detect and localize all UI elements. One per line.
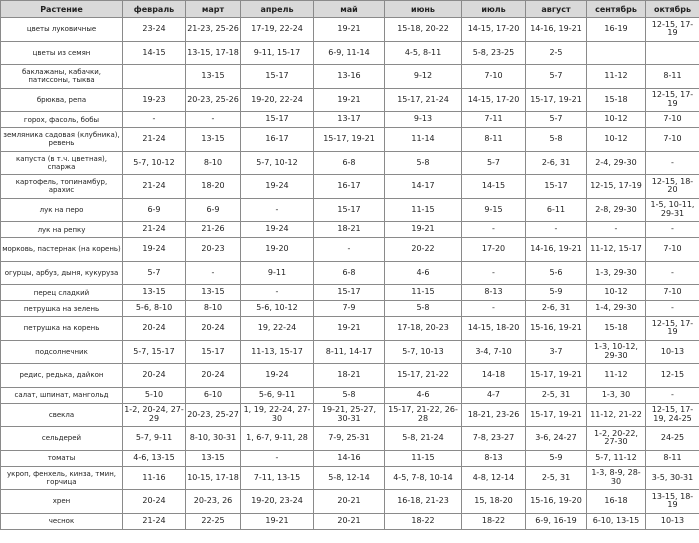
plant-name: цветы из семян — [1, 41, 123, 65]
mar-dates: 6-9 — [186, 198, 241, 222]
plant-name: петрушка на зелень — [1, 301, 123, 317]
jul-dates: 4-7 — [462, 387, 526, 403]
mar-dates: 13-15 — [186, 450, 241, 466]
aug-dates: 5-9 — [526, 285, 587, 301]
feb-dates: 21-24 — [123, 222, 186, 238]
oct-dates: - — [646, 151, 699, 175]
plant-name: хрен — [1, 490, 123, 514]
aug-dates: 2-5, 31 — [526, 387, 587, 403]
feb-dates: 1-2, 20-24, 27-29 — [123, 403, 186, 427]
table-row — [1, 403, 699, 427]
jun-dates: 17-18, 20-23 — [385, 317, 462, 341]
sep-dates — [587, 41, 646, 65]
jul-dates: 8-11 — [462, 128, 526, 152]
sep-dates: 16-19 — [587, 18, 646, 42]
plant-name: лук на репку — [1, 222, 123, 238]
jun-dates: 15-18, 20-22 — [385, 18, 462, 42]
may-dates: 5-8, 12-14 — [314, 466, 385, 490]
jun-dates: 11-14 — [385, 128, 462, 152]
oct-dates: 12-15, 17-19 — [646, 317, 699, 341]
plant-name: петрушка на корень — [1, 317, 123, 341]
may-dates: 5-8 — [314, 387, 385, 403]
apr-dates: 11-13, 15-17 — [241, 340, 314, 364]
mar-dates: 21-23, 25-26 — [186, 18, 241, 42]
jul-dates: 15, 18-20 — [462, 490, 526, 514]
apr-dates: 19-24 — [241, 364, 314, 388]
apr-dates: 19-20, 23-24 — [241, 490, 314, 514]
jul-dates: 4-8, 12-14 — [462, 466, 526, 490]
jun-dates: 14-17 — [385, 175, 462, 199]
table-row — [1, 151, 699, 175]
mar-dates: 13-15 — [186, 65, 241, 89]
plant-name: свекла — [1, 403, 123, 427]
jun-dates: 5-7, 10-13 — [385, 340, 462, 364]
jul-dates: 14-15, 17-20 — [462, 18, 526, 42]
sep-dates: 10-12 — [587, 128, 646, 152]
header-september: сентябрь — [587, 1, 646, 18]
apr-dates: 16-17 — [241, 128, 314, 152]
apr-dates: 15-17 — [241, 65, 314, 89]
mar-dates: 15-17 — [186, 340, 241, 364]
aug-dates: 3-6, 24-27 — [526, 427, 587, 451]
sep-dates: - — [587, 222, 646, 238]
jun-dates: 15-17, 21-22, 26-28 — [385, 403, 462, 427]
oct-dates: - — [646, 387, 699, 403]
sep-dates: 1-3, 29-30 — [587, 261, 646, 285]
may-dates: 20-21 — [314, 490, 385, 514]
jun-dates: 16-18, 21-23 — [385, 490, 462, 514]
apr-dates: 9-11 — [241, 261, 314, 285]
plant-name: картофель, топинамбур, арахис — [1, 175, 123, 199]
plant-name: редис, редька, дайкон — [1, 364, 123, 388]
mar-dates: 22-25 — [186, 513, 241, 529]
aug-dates: 3-7 — [526, 340, 587, 364]
table-row — [1, 222, 699, 238]
aug-dates: 6-11 — [526, 198, 587, 222]
mar-dates: 18-20 — [186, 175, 241, 199]
jul-dates: 7-11 — [462, 112, 526, 128]
feb-dates: 14-15 — [123, 41, 186, 65]
jul-dates: - — [462, 301, 526, 317]
aug-dates: 5-7 — [526, 112, 587, 128]
feb-dates: 19-24 — [123, 238, 186, 262]
oct-dates: 7-10 — [646, 238, 699, 262]
mar-dates: 20-23, 25-27 — [186, 403, 241, 427]
feb-dates: 20-24 — [123, 490, 186, 514]
jun-dates: 4-5, 8-11 — [385, 41, 462, 65]
may-dates: 6-8 — [314, 151, 385, 175]
jul-dates: 9-15 — [462, 198, 526, 222]
plant-name: лук на перо — [1, 198, 123, 222]
header-july: июль — [462, 1, 526, 18]
oct-dates: 3-5, 30-31 — [646, 466, 699, 490]
aug-dates: 5-6 — [526, 261, 587, 285]
aug-dates: 15-17 — [526, 175, 587, 199]
apr-dates: 5-6, 10-12 — [241, 301, 314, 317]
jul-dates: 3-4, 7-10 — [462, 340, 526, 364]
header-row — [1, 1, 699, 18]
may-dates: 8-11, 14-17 — [314, 340, 385, 364]
jul-dates: 14-15, 17-20 — [462, 88, 526, 112]
table-row — [1, 261, 699, 285]
feb-dates: 20-24 — [123, 364, 186, 388]
mar-dates: - — [186, 112, 241, 128]
table-row — [1, 450, 699, 466]
jun-dates: 11-15 — [385, 285, 462, 301]
jul-dates: 14-15, 18-20 — [462, 317, 526, 341]
may-dates: 13-16 — [314, 65, 385, 89]
header-march: март — [186, 1, 241, 18]
apr-dates: 5-6, 9-11 — [241, 387, 314, 403]
apr-dates: - — [241, 198, 314, 222]
mar-dates: 20-24 — [186, 317, 241, 341]
apr-dates: - — [241, 285, 314, 301]
apr-dates: 7-11, 13-15 — [241, 466, 314, 490]
may-dates: 15-17, 19-21 — [314, 128, 385, 152]
mar-dates: 13-15 — [186, 285, 241, 301]
apr-dates: 5-7, 10-12 — [241, 151, 314, 175]
mar-dates: 20-23, 26 — [186, 490, 241, 514]
feb-dates: 19-23 — [123, 88, 186, 112]
feb-dates: 5-7, 10-12 — [123, 151, 186, 175]
jun-dates: 20-22 — [385, 238, 462, 262]
may-dates: 19-21 — [314, 317, 385, 341]
jul-dates: 7-8, 23-27 — [462, 427, 526, 451]
may-dates: 14-16 — [314, 450, 385, 466]
aug-dates: 15-16, 19-21 — [526, 317, 587, 341]
table-row — [1, 128, 699, 152]
sep-dates: 5-7, 11-12 — [587, 450, 646, 466]
apr-dates: 19-20 — [241, 238, 314, 262]
apr-dates: 19-20, 22-24 — [241, 88, 314, 112]
jun-dates: 5-8 — [385, 151, 462, 175]
oct-dates — [646, 41, 699, 65]
mar-dates: 8-10 — [186, 151, 241, 175]
plant-name: салат, шпинат, мангольд — [1, 387, 123, 403]
mar-dates: 13-15 — [186, 128, 241, 152]
feb-dates: 5-6, 8-10 — [123, 301, 186, 317]
jul-dates: 18-21, 23-26 — [462, 403, 526, 427]
sep-dates: 12-15, 17-19 — [587, 175, 646, 199]
mar-dates: 20-24 — [186, 364, 241, 388]
plant-name: подсолнечник — [1, 340, 123, 364]
oct-dates: - — [646, 222, 699, 238]
sep-dates: 11-12 — [587, 364, 646, 388]
aug-dates: 2-5, 31 — [526, 466, 587, 490]
jun-dates: 5-8 — [385, 301, 462, 317]
aug-dates: 14-16, 19-21 — [526, 238, 587, 262]
aug-dates: 2-6, 31 — [526, 151, 587, 175]
plant-name: капуста (в т.ч. цветная), спаржа — [1, 151, 123, 175]
jul-dates: 5-8, 23-25 — [462, 41, 526, 65]
jul-dates: 5-7 — [462, 151, 526, 175]
apr-dates: 19, 22-24 — [241, 317, 314, 341]
feb-dates: 13-15 — [123, 285, 186, 301]
jun-dates: 9-12 — [385, 65, 462, 89]
table-row — [1, 41, 699, 65]
feb-dates: 5-10 — [123, 387, 186, 403]
may-dates: 18-21 — [314, 222, 385, 238]
sep-dates: 2-4, 29-30 — [587, 151, 646, 175]
aug-dates: 5-8 — [526, 128, 587, 152]
sep-dates: 10-12 — [587, 285, 646, 301]
header-october: октябрь — [646, 1, 699, 18]
feb-dates: 23-24 — [123, 18, 186, 42]
jul-dates: 14-15 — [462, 175, 526, 199]
plant-name: баклажаны, кабачки, патиссоны, тыква — [1, 65, 123, 89]
table-row — [1, 387, 699, 403]
table-row — [1, 175, 699, 199]
feb-dates: - — [123, 112, 186, 128]
feb-dates: 4-6, 13-15 — [123, 450, 186, 466]
plant-name: морковь, пастернак (на корень) — [1, 238, 123, 262]
may-dates: 20-21 — [314, 513, 385, 529]
sep-dates: 15-18 — [587, 317, 646, 341]
jun-dates: 4-6 — [385, 387, 462, 403]
sep-dates: 11-12 — [587, 65, 646, 89]
feb-dates: 5-7, 9-11 — [123, 427, 186, 451]
oct-dates: 7-10 — [646, 128, 699, 152]
table-row — [1, 317, 699, 341]
apr-dates: - — [241, 450, 314, 466]
sep-dates: 1-2, 20-22, 27-30 — [587, 427, 646, 451]
aug-dates: 5-9 — [526, 450, 587, 466]
mar-dates: 6-10 — [186, 387, 241, 403]
mar-dates: 21-26 — [186, 222, 241, 238]
sep-dates: 2-8, 29-30 — [587, 198, 646, 222]
jun-dates: 19-21 — [385, 222, 462, 238]
sep-dates: 1-3, 10-12, 29-30 — [587, 340, 646, 364]
table-body — [1, 18, 699, 530]
table-row — [1, 88, 699, 112]
may-dates: 13-17 — [314, 112, 385, 128]
table-row — [1, 301, 699, 317]
mar-dates: 13-15, 17-18 — [186, 41, 241, 65]
jul-dates: 18-22 — [462, 513, 526, 529]
mar-dates: - — [186, 261, 241, 285]
plant-name: огурцы, арбуз, дыня, кукуруза — [1, 261, 123, 285]
table-row — [1, 238, 699, 262]
may-dates: 15-17 — [314, 198, 385, 222]
may-dates: 19-21 — [314, 18, 385, 42]
apr-dates: 1, 6-7, 9-11, 28 — [241, 427, 314, 451]
may-dates: 19-21, 25-27, 30-31 — [314, 403, 385, 427]
aug-dates: 6-9, 16-19 — [526, 513, 587, 529]
jun-dates: 15-17, 21-22 — [385, 364, 462, 388]
jun-dates: 9-13 — [385, 112, 462, 128]
may-dates: 16-17 — [314, 175, 385, 199]
table-row — [1, 18, 699, 42]
sep-dates: 11-12, 21-22 — [587, 403, 646, 427]
feb-dates — [123, 65, 186, 89]
sep-dates: 15-18 — [587, 88, 646, 112]
may-dates: 6-9, 11-14 — [314, 41, 385, 65]
aug-dates: 2-5 — [526, 41, 587, 65]
jun-dates: 11-15 — [385, 450, 462, 466]
jun-dates: 4-5, 7-8, 10-14 — [385, 466, 462, 490]
mar-dates: 8-10 — [186, 301, 241, 317]
table-row — [1, 285, 699, 301]
apr-dates: 1, 19, 22-24, 27-30 — [241, 403, 314, 427]
sep-dates: 1-3, 30 — [587, 387, 646, 403]
header-may: май — [314, 1, 385, 18]
oct-dates: - — [646, 301, 699, 317]
jul-dates: 8-13 — [462, 450, 526, 466]
table-row — [1, 364, 699, 388]
oct-dates: 24-25 — [646, 427, 699, 451]
may-dates: 7-9 — [314, 301, 385, 317]
plant-name: томаты — [1, 450, 123, 466]
oct-dates: 12-15 — [646, 364, 699, 388]
feb-dates: 6-9 — [123, 198, 186, 222]
jul-dates: 7-10 — [462, 65, 526, 89]
plant-name: чеснок — [1, 513, 123, 529]
aug-dates: 15-16, 19-20 — [526, 490, 587, 514]
plant-name: брюква, репа — [1, 88, 123, 112]
feb-dates: 11-16 — [123, 466, 186, 490]
table-row — [1, 427, 699, 451]
sep-dates: 10-12 — [587, 112, 646, 128]
header-august: август — [526, 1, 587, 18]
oct-dates: 13-15, 18-19 — [646, 490, 699, 514]
jul-dates: - — [462, 222, 526, 238]
aug-dates: 14-16, 19-21 — [526, 18, 587, 42]
sep-dates: 6-10, 13-15 — [587, 513, 646, 529]
feb-dates: 21-24 — [123, 128, 186, 152]
apr-dates: 19-24 — [241, 175, 314, 199]
oct-dates: 12-15, 17-19, 24-25 — [646, 403, 699, 427]
oct-dates: 7-10 — [646, 285, 699, 301]
feb-dates: 20-24 — [123, 317, 186, 341]
oct-dates: - — [646, 261, 699, 285]
plant-name: перец сладкий — [1, 285, 123, 301]
apr-dates: 19-24 — [241, 222, 314, 238]
sep-dates: 16-18 — [587, 490, 646, 514]
jul-dates: - — [462, 261, 526, 285]
jun-dates: 18-22 — [385, 513, 462, 529]
table-row — [1, 112, 699, 128]
may-dates: 19-21 — [314, 88, 385, 112]
mar-dates: 20-23, 25-26 — [186, 88, 241, 112]
sep-dates: 1-3, 8-9, 28-30 — [587, 466, 646, 490]
table-row — [1, 466, 699, 490]
jun-dates: 11-15 — [385, 198, 462, 222]
may-dates: 7-9, 25-31 — [314, 427, 385, 451]
feb-dates: 5-7 — [123, 261, 186, 285]
oct-dates: 7-10 — [646, 112, 699, 128]
feb-dates: 5-7, 15-17 — [123, 340, 186, 364]
oct-dates: 10-13 — [646, 340, 699, 364]
aug-dates: 15-17, 19-21 — [526, 403, 587, 427]
may-dates: 6-8 — [314, 261, 385, 285]
header-april: апрель — [241, 1, 314, 18]
apr-dates: 17-19, 22-24 — [241, 18, 314, 42]
oct-dates: 10-13 — [646, 513, 699, 529]
may-dates: - — [314, 238, 385, 262]
aug-dates: 15-17, 19-21 — [526, 364, 587, 388]
mar-dates: 20-23 — [186, 238, 241, 262]
plant-name: горох, фасоль, бобы — [1, 112, 123, 128]
may-dates: 15-17 — [314, 285, 385, 301]
oct-dates: 1-5, 10-11, 29-31 — [646, 198, 699, 222]
feb-dates: 21-24 — [123, 175, 186, 199]
table-row — [1, 65, 699, 89]
jul-dates: 8-13 — [462, 285, 526, 301]
oct-dates: 12-15, 18-20 — [646, 175, 699, 199]
header-plant: Растение — [1, 1, 123, 18]
aug-dates: 15-17, 19-21 — [526, 88, 587, 112]
table-row — [1, 340, 699, 364]
jul-dates: 14-18 — [462, 364, 526, 388]
table-row — [1, 198, 699, 222]
aug-dates: 5-7 — [526, 65, 587, 89]
aug-dates: - — [526, 222, 587, 238]
feb-dates: 21-24 — [123, 513, 186, 529]
apr-dates: 15-17 — [241, 112, 314, 128]
oct-dates: 12-15, 17-19 — [646, 18, 699, 42]
header-june: июнь — [385, 1, 462, 18]
plant-name: цветы луковичные — [1, 18, 123, 42]
jul-dates: 17-20 — [462, 238, 526, 262]
apr-dates: 19-21 — [241, 513, 314, 529]
table-row — [1, 490, 699, 514]
apr-dates: 9-11, 15-17 — [241, 41, 314, 65]
table-row — [1, 513, 699, 529]
jun-dates: 5-8, 21-24 — [385, 427, 462, 451]
may-dates: 18-21 — [314, 364, 385, 388]
sep-dates: 11-12, 15-17 — [587, 238, 646, 262]
plant-name: сельдерей — [1, 427, 123, 451]
oct-dates: 8-11 — [646, 65, 699, 89]
plant-name: земляника садовая (клубника), ревень — [1, 128, 123, 152]
plant-name: укроп, фенхель, кинза, тмин, горчица — [1, 466, 123, 490]
jun-dates: 4-6 — [385, 261, 462, 285]
oct-dates: 8-11 — [646, 450, 699, 466]
oct-dates: 12-15, 17-19 — [646, 88, 699, 112]
sep-dates: 1-4, 29-30 — [587, 301, 646, 317]
mar-dates: 8-10, 30-31 — [186, 427, 241, 451]
jun-dates: 15-17, 21-24 — [385, 88, 462, 112]
header-february: февраль — [123, 1, 186, 18]
aug-dates: 2-6, 31 — [526, 301, 587, 317]
mar-dates: 10-15, 17-18 — [186, 466, 241, 490]
